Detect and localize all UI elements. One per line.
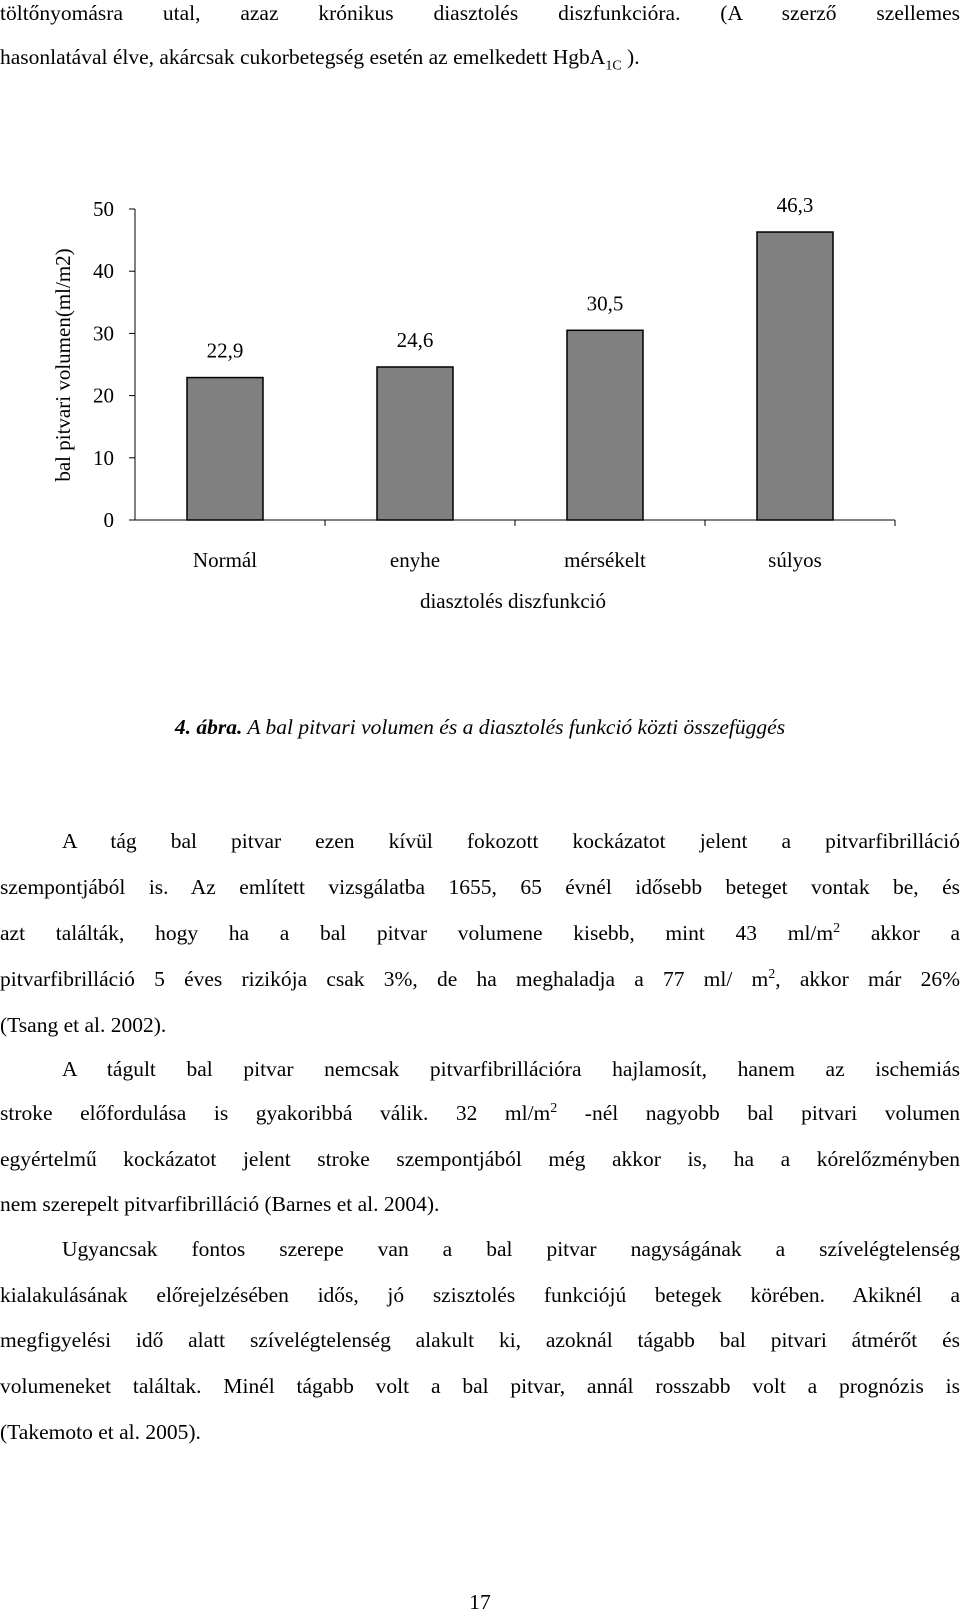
p1-line-4-text: pitvarfibrilláció 5 éves rizikója csak 3%, de ha meghaladja a 77 ml/ m — [0, 967, 769, 991]
p1-line-5: (Tsang et al. 2002). — [0, 1013, 167, 1037]
p3-line-3: megfigyelési idő alatt szívelégtelenség alakult ki, azoknál tágabb bal pitvari átmérőt és — [0, 1328, 960, 1352]
p3-line-2: kialakulásának előrejelzésében idős, jó szisztolés funkciójú betegek körében. Akiknél a — [0, 1283, 960, 1307]
value-label: 24,6 — [396, 327, 434, 352]
p1-line-1: A tág bal pitvar ezen kívül fokozott kockázatot jelent a pitvarfibrilláció — [62, 829, 960, 853]
bar — [187, 378, 263, 520]
p1-line-3 — [0, 918, 960, 948]
p1-line-4-end: , akkor már 26% — [775, 967, 960, 991]
y-tick-label: 10 — [93, 445, 114, 470]
p2-line-4: nem szerepelt pitvarfibrilláció (Barnes et al. 2004). — [0, 1192, 440, 1216]
y-axis-label: bal pitvari volumen(ml/m2) — [51, 248, 75, 482]
intro-subscript: 1C — [605, 58, 622, 74]
p2-line-1: A tágult bal pitvar nemcsak pitvarfibrillációra hajlamosít, hanem az ischemiás — [62, 1057, 960, 1081]
p2-line-2-text: stroke előfordulása is gyakoribbá válik. 32 ml/m — [0, 1101, 551, 1125]
category-label: Normál — [192, 548, 258, 572]
p2-line-3: egyértelmű kockázatot jelent stroke szempontjából még akkor is, ha a kórelőzményben — [0, 1147, 960, 1171]
intro-line-2-text: hasonlatával élve, akárcsak cukorbetegség esetén az emelkedett HgbA — [0, 45, 606, 69]
page-number: 17 — [469, 1590, 491, 1614]
bar-chart — [0, 0, 960, 660]
category-label: enyhe — [389, 548, 441, 572]
p1-line-4 — [0, 964, 960, 994]
superscript: 2 — [833, 920, 841, 936]
value-label: 30,5 — [586, 291, 624, 316]
y-tick-label: 40 — [93, 259, 114, 284]
x-axis-label: diasztolés diszfunkció — [419, 589, 607, 613]
bar — [567, 330, 643, 520]
value-labels — [207, 193, 814, 363]
p1-line-3-end: akkor a — [840, 921, 960, 945]
chart-bars — [187, 232, 833, 520]
y-tick-label: 20 — [93, 383, 114, 408]
y-tick-label: 30 — [93, 321, 114, 346]
caption-label: 4. ábra. — [174, 715, 243, 739]
superscript: 2 — [768, 966, 776, 982]
bar — [757, 232, 833, 520]
p2-line-2-end: -nél nagyobb bal pitvari volumen — [557, 1101, 960, 1125]
p1-line-2: szempontjából is. Az említett vizsgálatba 1655, 65 évnél idősebb beteget vontak be, és — [0, 875, 960, 899]
intro-line-2-end: ). — [621, 45, 640, 69]
value-label: 22,9 — [206, 338, 244, 363]
bar — [377, 367, 453, 520]
p3-line-5: (Takemoto et al. 2005). — [0, 1420, 201, 1444]
category-label: súlyos — [768, 548, 822, 572]
y-tick-label: 0 — [103, 508, 114, 532]
category-label: mérsékelt — [564, 548, 646, 572]
y-tick-label: 50 — [93, 197, 114, 221]
p3-line-1: Ugyancsak fontos szerepe van a bal pitvar nagyságának a szívelégtelenség — [62, 1237, 960, 1261]
y-tick-labels — [93, 197, 114, 532]
p2-line-2 — [0, 1098, 960, 1128]
intro-line-1: töltőnyomásra utal, azaz krónikus diasztolés diszfunkcióra. (A szerző szellemes — [0, 1, 960, 25]
caption-text: A bal pitvari volumen és a diasztolés funkció közti összefüggés — [242, 715, 786, 739]
value-label: 46,3 — [776, 193, 814, 218]
p1-line-3-text: azt találták, hogy ha a bal pitvar volumene kisebb, mint 43 ml/m — [0, 921, 834, 945]
superscript: 2 — [550, 1100, 558, 1116]
x-tick-labels — [193, 548, 822, 572]
figure-caption — [0, 715, 960, 740]
p3-line-4: volumeneket találtak. Minél tágabb volt a bal pitvar, annál rosszabb volt a prognózis is — [0, 1374, 960, 1398]
